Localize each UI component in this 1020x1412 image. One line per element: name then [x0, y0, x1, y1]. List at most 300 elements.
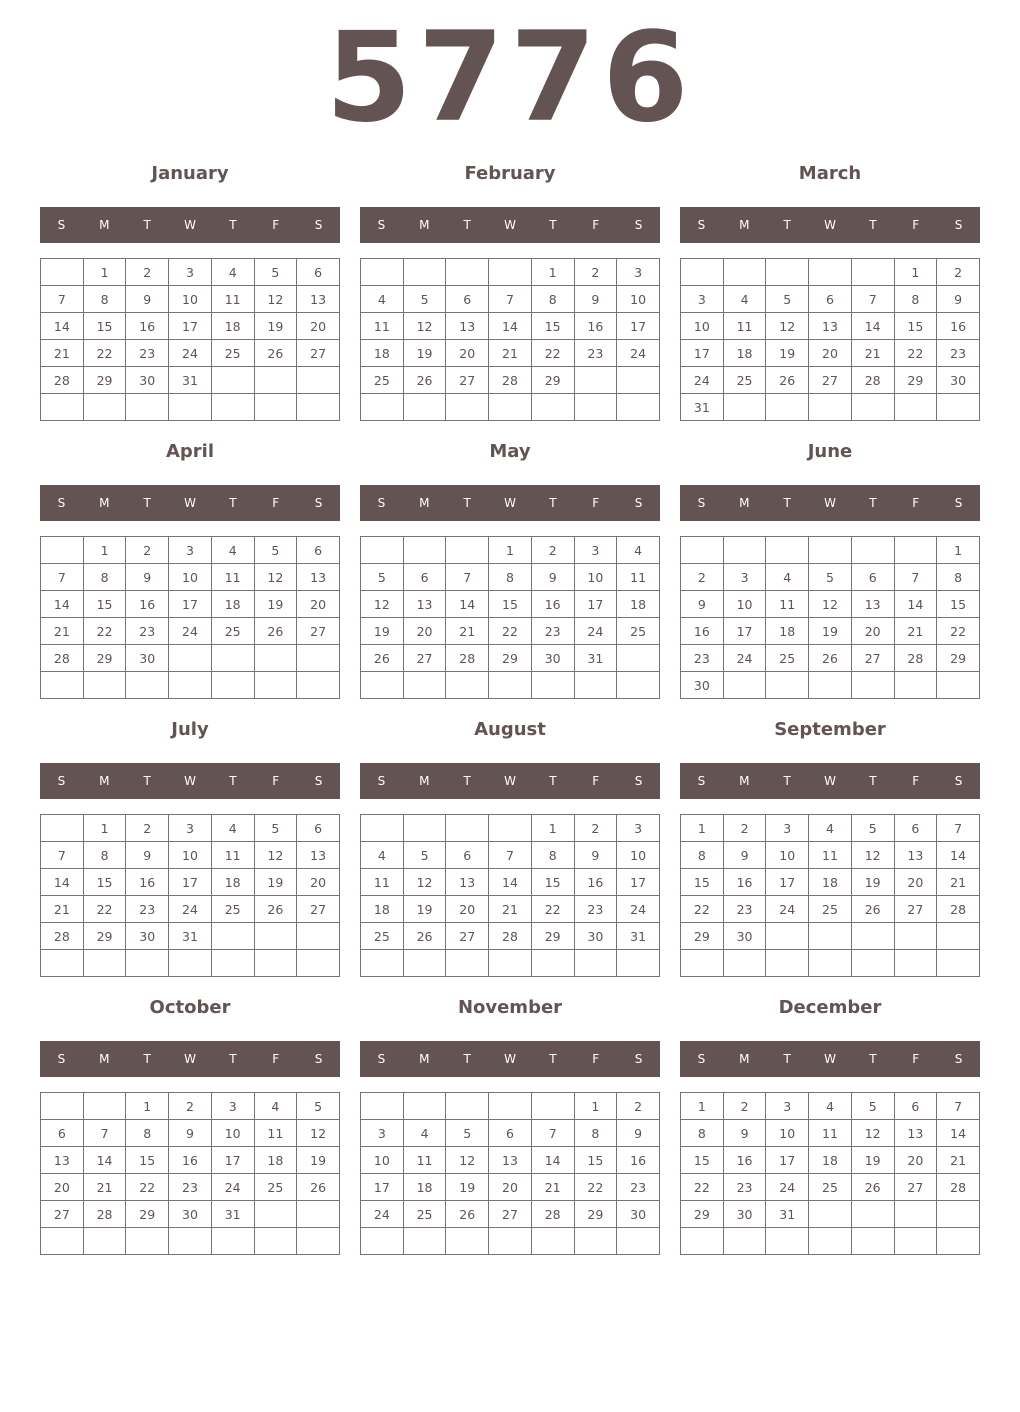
day-cell: 7: [83, 1120, 126, 1147]
month-name: November: [457, 997, 563, 1018]
weekday-label: T: [463, 1052, 471, 1066]
day-cell: 10: [766, 842, 809, 869]
day-cell: [83, 1228, 126, 1255]
weekday-label: W: [504, 1052, 516, 1066]
day-cell: [766, 1228, 809, 1255]
day-cell: 22: [894, 340, 937, 367]
month-name: September: [774, 719, 886, 740]
day-cell: 25: [211, 618, 254, 645]
day-cell: [41, 815, 84, 842]
day-cell: 29: [681, 1201, 724, 1228]
weekday-label: F: [592, 218, 600, 232]
day-cell: 14: [937, 1120, 980, 1147]
day-cell: 22: [531, 896, 574, 923]
day-cell: 20: [446, 340, 489, 367]
day-cell: [169, 645, 212, 672]
day-cell: 17: [574, 591, 617, 618]
weekday-label: S: [314, 218, 323, 232]
day-cell: 18: [211, 869, 254, 896]
day-cell: [681, 950, 724, 977]
day-cell: 23: [126, 340, 169, 367]
week-row: [41, 1120, 340, 1147]
day-cell: 3: [169, 537, 212, 564]
day-cell: 2: [531, 537, 574, 564]
day-cell: 25: [211, 340, 254, 367]
day-cell: [894, 1228, 937, 1255]
day-cell: 10: [211, 1120, 254, 1147]
day-cell: 7: [894, 564, 937, 591]
week-row: [41, 340, 340, 367]
week-row: [681, 1174, 980, 1201]
day-cell: 6: [41, 1120, 84, 1147]
day-cell: 9: [169, 1120, 212, 1147]
weekday-label: T: [783, 496, 791, 510]
day-cell: 13: [297, 842, 340, 869]
day-cell: [403, 815, 446, 842]
day-cell: 13: [851, 591, 894, 618]
day-cell: 7: [41, 564, 84, 591]
day-cell: 9: [617, 1120, 660, 1147]
weekday-label: F: [272, 1052, 280, 1066]
weekday-label: W: [824, 774, 836, 788]
day-cell: 7: [41, 286, 84, 313]
day-cell: [851, 672, 894, 699]
day-cell: [531, 1093, 574, 1120]
day-cell: 30: [531, 645, 574, 672]
day-cell: 19: [254, 869, 297, 896]
weekday-label: F: [912, 774, 920, 788]
week-row: [41, 1093, 340, 1120]
day-cell: 6: [446, 286, 489, 313]
weekday-label: F: [592, 496, 600, 510]
month-name: February: [464, 163, 556, 184]
weekday-label: S: [697, 496, 706, 510]
day-cell: [766, 537, 809, 564]
weekday-label: S: [697, 1052, 706, 1066]
week-row: [361, 896, 660, 923]
weekday-label: S: [954, 1052, 963, 1066]
day-cell: [723, 394, 766, 421]
day-cell: 1: [574, 1093, 617, 1120]
day-cell: 12: [254, 842, 297, 869]
day-cell: 28: [83, 1201, 126, 1228]
day-cell: 8: [83, 564, 126, 591]
day-cell: [361, 815, 404, 842]
weekday-label: F: [912, 496, 920, 510]
month-name: August: [474, 719, 546, 740]
day-cell: 2: [126, 537, 169, 564]
day-cell: 23: [531, 618, 574, 645]
day-cell: 27: [403, 645, 446, 672]
weekday-label: W: [184, 496, 196, 510]
day-cell: 9: [937, 286, 980, 313]
week-row: [361, 1201, 660, 1228]
day-grid: [680, 536, 980, 699]
weekday-label: F: [272, 496, 280, 510]
day-cell: [446, 259, 489, 286]
day-cell: 11: [403, 1147, 446, 1174]
day-cell: 19: [766, 340, 809, 367]
day-cell: 17: [169, 313, 212, 340]
day-cell: 17: [617, 869, 660, 896]
day-grid: [360, 536, 660, 699]
day-cell: 15: [894, 313, 937, 340]
week-row: [41, 618, 340, 645]
day-cell: [617, 950, 660, 977]
day-cell: 21: [489, 340, 532, 367]
day-cell: 27: [41, 1201, 84, 1228]
day-cell: 2: [126, 259, 169, 286]
day-cell: 31: [681, 394, 724, 421]
weekday-label: M: [419, 496, 430, 510]
day-cell: 21: [83, 1174, 126, 1201]
weekday-label: T: [869, 496, 877, 510]
day-cell: 6: [809, 286, 852, 313]
weekday-label: S: [634, 774, 643, 788]
day-cell: [723, 672, 766, 699]
day-cell: 4: [254, 1093, 297, 1120]
week-row: [681, 950, 980, 977]
week-row: [361, 340, 660, 367]
day-cell: [169, 394, 212, 421]
weekday-label: F: [912, 218, 920, 232]
day-cell: [211, 367, 254, 394]
day-cell: 25: [403, 1201, 446, 1228]
weekday-label: S: [57, 218, 66, 232]
day-cell: [297, 394, 340, 421]
day-cell: 3: [617, 259, 660, 286]
week-row: [681, 537, 980, 564]
day-cell: 21: [446, 618, 489, 645]
day-cell: 19: [851, 869, 894, 896]
day-cell: 3: [723, 564, 766, 591]
weekday-label: W: [504, 496, 516, 510]
day-cell: 29: [489, 645, 532, 672]
day-cell: 5: [403, 842, 446, 869]
day-cell: [851, 1228, 894, 1255]
day-cell: 16: [681, 618, 724, 645]
day-cell: [41, 259, 84, 286]
day-cell: 22: [83, 618, 126, 645]
week-row: [361, 1093, 660, 1120]
weekday-label: M: [99, 774, 110, 788]
day-cell: 16: [126, 313, 169, 340]
day-cell: 31: [169, 923, 212, 950]
day-cell: [851, 537, 894, 564]
day-cell: 2: [574, 259, 617, 286]
day-cell: 10: [617, 842, 660, 869]
day-cell: 7: [489, 842, 532, 869]
weekday-header: [680, 1041, 980, 1077]
day-cell: 27: [894, 1174, 937, 1201]
week-row: [681, 869, 980, 896]
weekday-label: S: [954, 218, 963, 232]
weekday-header: [360, 207, 660, 243]
day-cell: 4: [809, 1093, 852, 1120]
weekday-header: [360, 485, 660, 521]
month-name: March: [798, 163, 862, 184]
day-cell: 11: [211, 564, 254, 591]
day-cell: [254, 672, 297, 699]
day-cell: 27: [297, 896, 340, 923]
day-cell: 3: [617, 815, 660, 842]
day-cell: [531, 950, 574, 977]
day-cell: [489, 950, 532, 977]
day-cell: 8: [894, 286, 937, 313]
week-row: [361, 1120, 660, 1147]
day-cell: 24: [169, 896, 212, 923]
day-cell: [254, 950, 297, 977]
weekday-label: W: [184, 1052, 196, 1066]
day-cell: [126, 672, 169, 699]
weekday-label: T: [783, 774, 791, 788]
weekday-label: T: [143, 496, 151, 510]
day-cell: 20: [894, 869, 937, 896]
day-cell: 24: [169, 618, 212, 645]
day-cell: [681, 1228, 724, 1255]
day-cell: 15: [937, 591, 980, 618]
day-cell: 7: [41, 842, 84, 869]
day-cell: [83, 672, 126, 699]
day-cell: [851, 923, 894, 950]
day-cell: 21: [894, 618, 937, 645]
day-cell: 16: [937, 313, 980, 340]
day-cell: 26: [361, 645, 404, 672]
weekday-label: T: [549, 496, 557, 510]
day-cell: 9: [574, 842, 617, 869]
day-cell: 10: [766, 1120, 809, 1147]
day-cell: 5: [361, 564, 404, 591]
day-cell: 27: [446, 923, 489, 950]
day-cell: 26: [403, 923, 446, 950]
day-cell: [489, 815, 532, 842]
day-cell: [574, 367, 617, 394]
day-cell: 10: [723, 591, 766, 618]
day-cell: [41, 1228, 84, 1255]
day-cell: 8: [574, 1120, 617, 1147]
weekday-label: M: [739, 774, 750, 788]
day-cell: 11: [809, 842, 852, 869]
day-cell: [446, 1093, 489, 1120]
week-row: [41, 591, 340, 618]
weekday-label: T: [783, 1052, 791, 1066]
weekday-header: [40, 1041, 340, 1077]
day-cell: [617, 367, 660, 394]
day-cell: 1: [83, 537, 126, 564]
day-cell: 21: [531, 1174, 574, 1201]
weekday-label: W: [824, 1052, 836, 1066]
month-name: June: [807, 441, 853, 462]
day-cell: 28: [894, 645, 937, 672]
weekday-label: T: [869, 774, 877, 788]
week-row: [41, 672, 340, 699]
day-cell: [489, 259, 532, 286]
month-name: May: [489, 441, 531, 462]
week-row: [361, 313, 660, 340]
week-row: [361, 367, 660, 394]
day-cell: [446, 537, 489, 564]
day-cell: 22: [489, 618, 532, 645]
week-row: [41, 842, 340, 869]
day-cell: 6: [489, 1120, 532, 1147]
day-cell: 28: [446, 645, 489, 672]
month-name: January: [151, 163, 229, 184]
day-cell: 10: [169, 286, 212, 313]
day-cell: 30: [723, 1201, 766, 1228]
week-row: [681, 313, 980, 340]
day-cell: 26: [254, 618, 297, 645]
day-cell: 8: [126, 1120, 169, 1147]
weekday-label: T: [869, 218, 877, 232]
day-cell: [937, 672, 980, 699]
week-row: [41, 394, 340, 421]
weekday-label: W: [184, 774, 196, 788]
day-cell: 28: [41, 367, 84, 394]
day-cell: 24: [169, 340, 212, 367]
weekday-label: M: [99, 496, 110, 510]
day-cell: 19: [403, 896, 446, 923]
week-row: [361, 869, 660, 896]
day-cell: 11: [361, 869, 404, 896]
day-cell: 1: [83, 815, 126, 842]
week-row: [361, 1174, 660, 1201]
day-cell: 16: [126, 869, 169, 896]
day-cell: 3: [169, 815, 212, 842]
day-cell: 13: [403, 591, 446, 618]
day-cell: 27: [446, 367, 489, 394]
weekday-header: [360, 763, 660, 799]
day-cell: 5: [254, 537, 297, 564]
day-cell: 16: [617, 1147, 660, 1174]
day-cell: [574, 1228, 617, 1255]
day-cell: 22: [126, 1174, 169, 1201]
day-cell: [809, 950, 852, 977]
day-cell: [766, 950, 809, 977]
day-cell: [723, 537, 766, 564]
day-cell: [681, 537, 724, 564]
day-cell: 5: [403, 286, 446, 313]
weekday-label: W: [824, 496, 836, 510]
day-grid: [680, 1092, 980, 1255]
weekday-label: S: [954, 496, 963, 510]
day-cell: 10: [617, 286, 660, 313]
day-cell: 19: [446, 1174, 489, 1201]
weekday-label: T: [549, 774, 557, 788]
day-cell: 25: [766, 645, 809, 672]
week-row: [41, 1174, 340, 1201]
week-row: [361, 815, 660, 842]
day-cell: 11: [211, 842, 254, 869]
day-cell: [489, 1093, 532, 1120]
day-cell: [809, 923, 852, 950]
day-cell: 5: [254, 259, 297, 286]
day-cell: 9: [723, 842, 766, 869]
day-cell: [531, 394, 574, 421]
day-cell: 31: [211, 1201, 254, 1228]
day-cell: [894, 1201, 937, 1228]
day-cell: [297, 950, 340, 977]
weekday-label: M: [739, 1052, 750, 1066]
day-cell: 30: [126, 367, 169, 394]
day-cell: [41, 394, 84, 421]
day-grid: [360, 814, 660, 977]
day-cell: [531, 672, 574, 699]
day-cell: [809, 1201, 852, 1228]
week-row: [41, 815, 340, 842]
day-cell: 18: [809, 869, 852, 896]
day-cell: 17: [723, 618, 766, 645]
day-cell: 30: [169, 1201, 212, 1228]
day-cell: 17: [617, 313, 660, 340]
day-cell: 13: [41, 1147, 84, 1174]
day-cell: 30: [126, 923, 169, 950]
day-cell: 24: [681, 367, 724, 394]
day-cell: 23: [723, 896, 766, 923]
day-cell: 15: [489, 591, 532, 618]
day-cell: 16: [126, 591, 169, 618]
day-cell: 19: [403, 340, 446, 367]
day-cell: [446, 1228, 489, 1255]
day-cell: [41, 950, 84, 977]
day-cell: [211, 923, 254, 950]
day-cell: 19: [361, 618, 404, 645]
weekday-label: W: [504, 774, 516, 788]
day-cell: 8: [937, 564, 980, 591]
day-cell: 24: [766, 1174, 809, 1201]
day-cell: 16: [574, 313, 617, 340]
day-cell: 12: [851, 842, 894, 869]
day-cell: 5: [766, 286, 809, 313]
day-cell: 8: [681, 1120, 724, 1147]
day-cell: 23: [723, 1174, 766, 1201]
day-cell: 22: [681, 896, 724, 923]
day-cell: 1: [681, 1093, 724, 1120]
day-cell: [126, 950, 169, 977]
weekday-label: S: [634, 218, 643, 232]
day-cell: 23: [126, 896, 169, 923]
day-cell: 13: [894, 842, 937, 869]
day-cell: 7: [937, 815, 980, 842]
day-cell: [169, 950, 212, 977]
day-cell: [617, 1228, 660, 1255]
day-cell: [403, 537, 446, 564]
day-cell: 24: [723, 645, 766, 672]
day-cell: 5: [809, 564, 852, 591]
day-cell: 29: [83, 645, 126, 672]
week-row: [361, 1147, 660, 1174]
day-cell: [766, 923, 809, 950]
day-cell: 20: [403, 618, 446, 645]
day-cell: 2: [574, 815, 617, 842]
weekday-header: [40, 207, 340, 243]
day-cell: 20: [489, 1174, 532, 1201]
weekday-label: T: [549, 1052, 557, 1066]
day-cell: 24: [766, 896, 809, 923]
weekday-label: F: [272, 218, 280, 232]
day-cell: 28: [851, 367, 894, 394]
day-grid: [40, 814, 340, 977]
day-cell: 5: [446, 1120, 489, 1147]
week-row: [361, 645, 660, 672]
day-cell: 23: [126, 618, 169, 645]
day-cell: [169, 672, 212, 699]
weekday-label: S: [697, 218, 706, 232]
day-cell: [531, 1228, 574, 1255]
day-cell: [809, 259, 852, 286]
week-row: [681, 672, 980, 699]
day-cell: [574, 394, 617, 421]
weekday-label: T: [869, 1052, 877, 1066]
